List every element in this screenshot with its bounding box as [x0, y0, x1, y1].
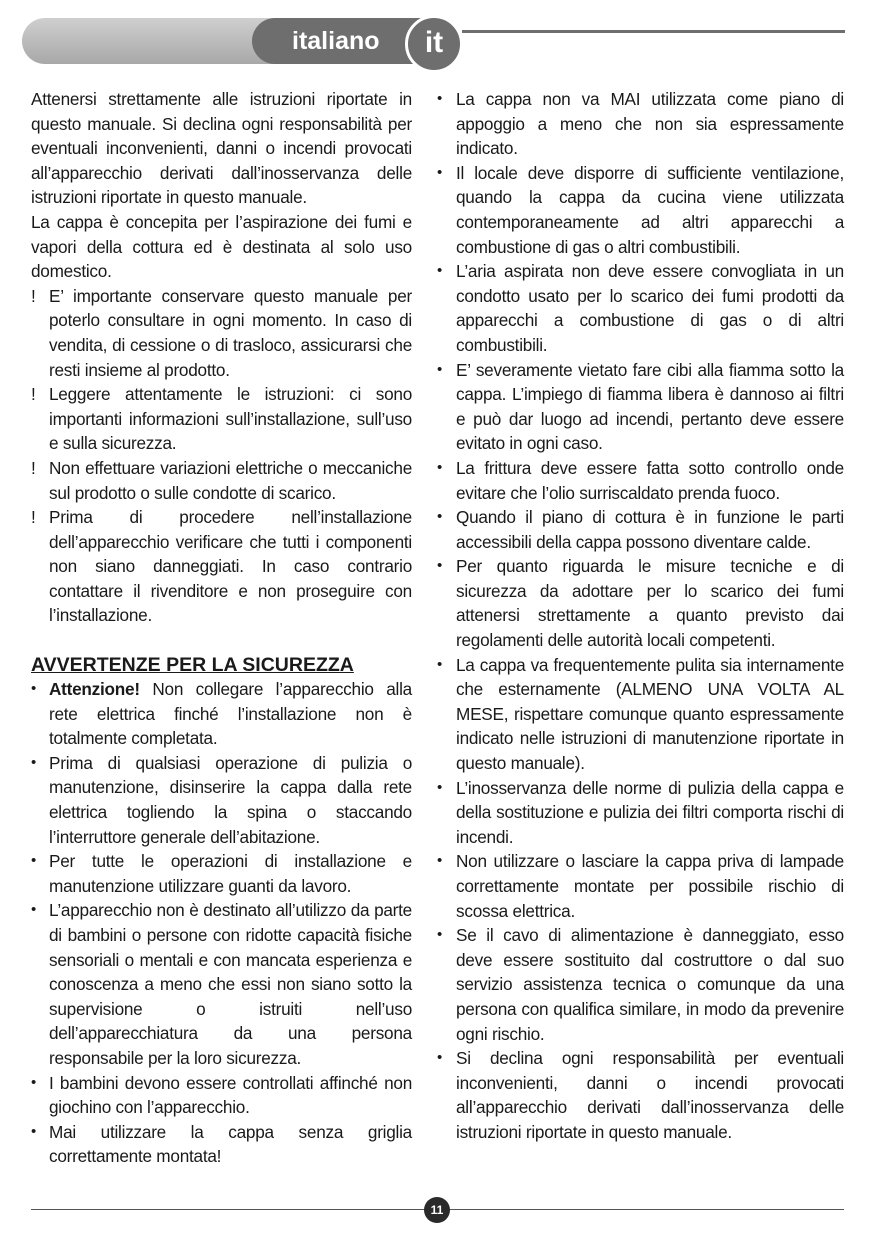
- bullet-icon: •: [437, 458, 443, 476]
- safety-item: • E’ severamente vietato fare cibi alla fiamma sotto la cappa. L’impiego di fiamma libera è dannoso ai filtri e può dar luogo ad incendi, pertanto deve essere evitato in ogni caso.: [437, 359, 844, 454]
- bullet-icon: •: [437, 163, 443, 181]
- bullet-icon: •: [437, 557, 443, 575]
- section-title: AVVERTENZE PER LA SICUREZZA: [31, 654, 354, 677]
- language-code-badge: it: [405, 15, 463, 73]
- exclamation-icon: !: [31, 285, 36, 306]
- bullet-icon: •: [31, 1122, 37, 1140]
- safety-item: • Non utilizzare o lasciare la cappa priva di lampade correttamente montate per possibile rischio di scossa elettrica.: [437, 851, 844, 921]
- safety-item: • L’apparecchio non è destinato all’utilizzo da parte di bambini o persone con ridotte capacità fisiche sensoriali o mentali e con mancata esperienza e conoscenza a meno che essi non siano sotto la supervisione o istruiti nell’uso dell’apparecchiatura da una persona responsabile per la loro sicurezza.: [31, 900, 412, 1068]
- safety-item: • Il locale deve disporre di sufficiente ventilazione, quando la cappa da cucina viene utilizzata contemporaneamente ad altri apparecchi a combustione di gas o altri combustibili.: [437, 162, 844, 257]
- language-label: italiano: [292, 27, 380, 55]
- bullet-icon: •: [437, 508, 443, 526]
- page-number: 11: [424, 1197, 450, 1223]
- safety-item: • Si declina ogni responsabilità per eventuali inconvenienti, danni o incendi provocati all’apparecchio derivati dall’inosservanza delle istruzioni riportate in questo manuale.: [437, 1048, 844, 1142]
- bullet-icon: •: [437, 926, 443, 944]
- safety-item: • La frittura deve essere fatta sotto controllo onde evitare che l’olio surriscaldato prenda fuoco.: [437, 457, 844, 503]
- safety-item: • La cappa va frequentemente pulita sia internamente che esternamente (ALMENO UNA VOLTA AL MESE, rispettare comunque quanto espressamente indicato nelle istruzioni di manutenzione riportate in questo manuale).: [437, 654, 844, 774]
- safety-list: [31, 677, 412, 1169]
- bullet-icon: •: [31, 852, 37, 870]
- safety-item: • La cappa non va MAI utilizzata come piano di appoggio a meno che non sia espressamente indicato.: [437, 89, 844, 159]
- safety-item: • Attenzione! Non collegare l’apparecchio alla rete elettrica finché l’installazione non è totalmente completata.: [31, 679, 412, 749]
- bullet-icon: •: [31, 901, 37, 919]
- bullet-icon: •: [31, 753, 37, 771]
- attention-label: Attenzione!: [49, 679, 140, 700]
- notes-list: [31, 284, 412, 628]
- safety-item: • Quando il piano di cottura è in funzione le parti accessibili della cappa possono diventare calde.: [437, 507, 844, 552]
- bullet-icon: •: [437, 360, 443, 378]
- note-item: ! Leggere attentamente le istruzioni: ci sono importanti informazioni sull’installazione, sull’uso e sulla sicurezza.: [31, 384, 412, 454]
- left-column: [31, 87, 412, 1169]
- safety-item: • I bambini devono essere controllati affinché non giochino con l’apparecchio.: [31, 1072, 412, 1118]
- bullet-icon: •: [437, 655, 443, 673]
- header-rule: [462, 30, 845, 33]
- bullet-icon: •: [437, 90, 443, 107]
- bullet-icon: •: [437, 1049, 443, 1067]
- safety-item: • Per quanto riguarda le misure tecniche e di sicurezza da adottare per lo scarico dei fumi attenersi strettamente a quanto previsto dai regolamenti delle autorità locali competenti.: [437, 556, 844, 651]
- bullet-icon: •: [31, 1073, 37, 1091]
- safety-item: • Mai utilizzare la cappa senza griglia correttamente montata!: [31, 1121, 412, 1167]
- bullet-icon: •: [437, 778, 443, 796]
- right-column: [437, 87, 844, 1145]
- safety-item: • L’aria aspirata non deve essere convogliata in un condotto usato per lo scarico dei fumi prodotti da apparecchi a combustione di gas o di altri combustibili.: [437, 261, 844, 355]
- safety-item: • L’inosservanza delle norme di pulizia della cappa e della sostituzione e pulizia dei filtri comporta rischi di incendi.: [437, 777, 844, 847]
- intro-paragraph: La cappa è concepita per l’aspirazione dei fumi e vapori della cottura ed è destinata al solo uso domestico.: [31, 211, 412, 282]
- exclamation-icon: !: [31, 457, 36, 478]
- safety-item: • Prima di qualsiasi operazione di pulizia o manutenzione, disinserire la cappa dalla rete elettrica togliendo la spina o staccando l’interruttore generale dell’abitazione.: [31, 752, 412, 847]
- safety-item: • Per tutte le operazioni di installazione e manutenzione utilizzare guanti da lavoro.: [31, 851, 412, 896]
- note-item: ! E’ importante conservare questo manuale per poterlo consultare in ogni momento. In caso di vendita, di cessione o di trasloco, assicurarsi che resti insieme al prodotto.: [31, 285, 412, 380]
- intro-paragraph: Attenersi strettamente alle istruzioni riportate in questo manuale. Si declina ogni responsabilità per eventuali inconvenienti, danni o incendi provocati all’apparecchio derivati dall’inosservanza delle istruzioni riportate in questo manuale.: [31, 89, 412, 208]
- safety-item: • Se il cavo di alimentazione è danneggiato, esso deve essere sostituito dal costruttore o dal suo servizio assistenza tecnica o comunque da una persona con qualifica similare, in modo da prevenire ogni rischio.: [437, 925, 844, 1044]
- bullet-icon: •: [31, 680, 37, 698]
- note-item: ! Prima di procedere nell’installazione dell’apparecchio verificare che tutti i componenti non siano danneggiati. In caso contrario contattare il rivenditore e non proseguire con l’installazione.: [31, 507, 412, 626]
- bullet-icon: •: [437, 852, 443, 870]
- bullet-icon: •: [437, 262, 443, 280]
- safety-list-continued: [437, 87, 844, 1145]
- note-item: ! Non effettuare variazioni elettriche o meccaniche sul prodotto o sulle condotte di scarico.: [31, 457, 412, 503]
- exclamation-icon: !: [31, 507, 36, 528]
- exclamation-icon: !: [31, 384, 36, 405]
